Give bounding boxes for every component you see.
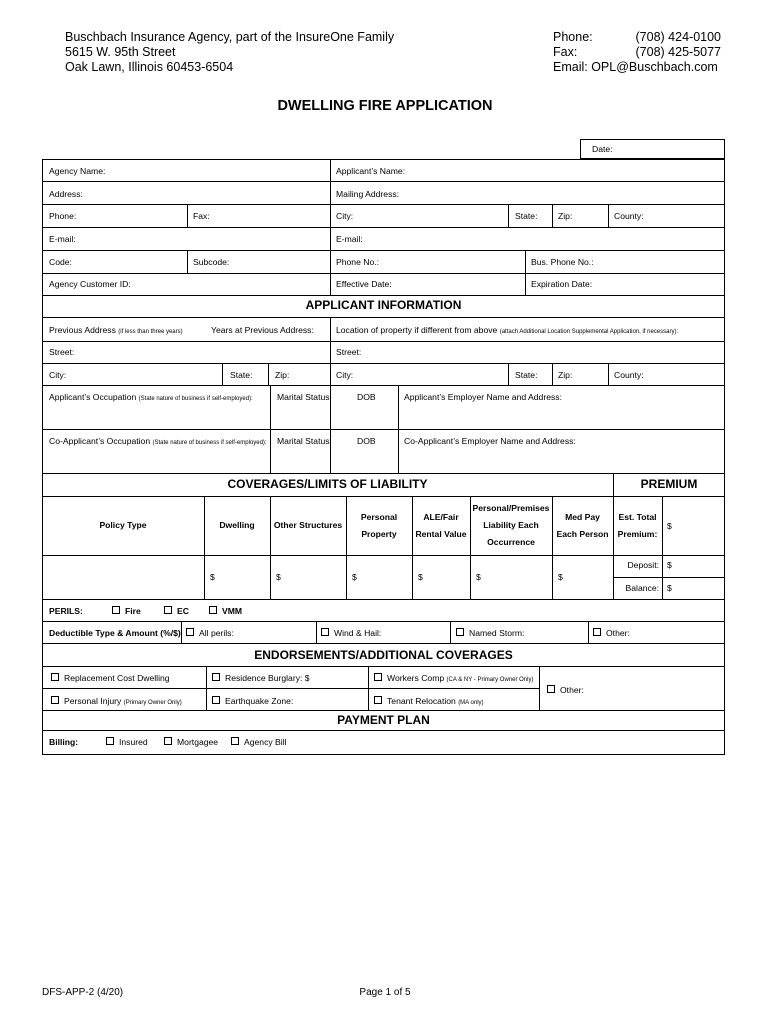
property-city-label: City: xyxy=(336,370,354,380)
checkbox-icon xyxy=(164,606,172,614)
peril-fire: Fire xyxy=(112,606,141,616)
subcode-label: Subcode: xyxy=(193,257,230,267)
checkbox-icon xyxy=(321,628,329,636)
other-structures-dollar: $ xyxy=(276,572,281,582)
premium-heading: PREMIUM xyxy=(640,477,698,491)
earthquake-zone-option: Earthquake Zone: xyxy=(212,696,293,706)
med-pay-header-1: Med Pay xyxy=(565,512,600,522)
mailing-address-label: Mailing Address: xyxy=(336,189,400,199)
property-location-label: Location of property if different from above (attach Additional Location Supplemental Application, if necessary): xyxy=(336,325,679,335)
address-label: Address: xyxy=(49,189,83,199)
email-line: Email: OPL@Buschbach.com xyxy=(553,60,718,74)
phone-label: Phone: xyxy=(553,30,593,44)
co-marital-status-label: Marital Status xyxy=(277,436,330,446)
deposit-dollar: $ xyxy=(667,560,672,570)
peril-ec: EC xyxy=(164,606,189,616)
deductible-all-perils: All perils: xyxy=(186,628,234,638)
peril-vmm: VMM xyxy=(209,606,242,616)
checkbox-icon xyxy=(374,673,382,681)
previous-address-label: Previous Address (if less than three years) xyxy=(49,325,183,335)
billing-mortgagee-option: Mortgagee xyxy=(164,737,218,747)
deposit-label: Deposit: xyxy=(627,560,659,570)
code-label: Code: xyxy=(49,257,72,267)
balance-dollar: $ xyxy=(667,583,672,593)
personal-property-header-2: Property xyxy=(361,529,397,539)
property-street-label: Street: xyxy=(336,347,362,357)
checkbox-icon xyxy=(106,737,114,745)
previous-state-label: State: xyxy=(230,370,253,380)
deductible-wind-hail: Wind & Hail: xyxy=(321,628,381,638)
expiration-date-label: Expiration Date: xyxy=(531,279,593,289)
state-label: State: xyxy=(515,211,538,221)
agency-fax-label: Fax: xyxy=(193,211,210,221)
property-state-label: State: xyxy=(515,370,538,380)
ale-dollar: $ xyxy=(418,572,423,582)
co-employer-label: Co-Applicant’s Employer Name and Address: xyxy=(404,436,576,446)
dwelling-header: Dwelling xyxy=(219,520,255,530)
checkbox-icon xyxy=(51,673,59,681)
checkbox-icon xyxy=(164,737,172,745)
co-occupation-label: Co-Applicant’s Occupation (State nature of business if self-employed): xyxy=(49,436,267,446)
coverages-heading: COVERAGES/LIMITS OF LIABILITY xyxy=(227,477,428,491)
billing-label: Billing: xyxy=(49,737,79,747)
customer-id-label: Agency Customer ID: xyxy=(49,279,131,289)
billing-agency-bill-option: Agency Bill xyxy=(231,737,287,747)
ale-header-2: Rental Value xyxy=(415,529,467,539)
years-previous-label: Years at Previous Address: xyxy=(211,325,314,335)
occupation-label: Applicant’s Occupation (State nature of business if self-employed): xyxy=(49,392,253,402)
personal-property-dollar: $ xyxy=(352,572,357,582)
page-number: Page 1 of 5 xyxy=(359,987,411,998)
checkbox-icon xyxy=(51,696,59,704)
checkbox-icon xyxy=(456,628,464,636)
perils-label: PERILS: xyxy=(49,606,83,616)
other-structures-header: Other Structures xyxy=(273,520,343,530)
checkbox-icon xyxy=(186,628,194,636)
previous-zip-label: Zip: xyxy=(275,370,290,380)
employer-label: Applicant’s Employer Name and Address: xyxy=(404,392,562,402)
fax-value: (708) 425-5077 xyxy=(635,45,721,59)
date-field-box xyxy=(580,139,725,159)
agency-street-line: 5615 W. 95th Street xyxy=(65,45,176,59)
checkbox-icon xyxy=(212,673,220,681)
agency-header xyxy=(65,30,394,75)
applicant-name-label: Applicant’s Name: xyxy=(336,166,406,176)
county-label: County: xyxy=(614,211,644,221)
checkbox-icon xyxy=(231,737,239,745)
med-pay-dollar: $ xyxy=(558,572,563,582)
property-county-label: County: xyxy=(614,370,644,380)
residence-burglary-option: Residence Burglary: $ xyxy=(212,673,310,683)
previous-city-label: City: xyxy=(49,370,67,380)
effective-date-label: Effective Date: xyxy=(336,279,392,289)
personal-injury-option: Personal Injury (Primary Owner Only) xyxy=(51,696,182,706)
checkbox-icon xyxy=(209,606,217,614)
liability-header-3: Occurrence xyxy=(487,537,535,547)
checkbox-icon xyxy=(374,696,382,704)
billing-insured-option: Insured xyxy=(106,737,148,747)
checkbox-icon xyxy=(112,606,120,614)
payment-plan-heading: PAYMENT PLAN xyxy=(337,713,430,727)
agency-city-line: Oak Lawn, Illinois 60453-6504 xyxy=(65,60,234,74)
zip-label: Zip: xyxy=(558,211,573,221)
previous-street-label: Street: xyxy=(49,347,75,357)
dwelling-dollar: $ xyxy=(210,572,215,582)
form-title: DWELLING FIRE APPLICATION xyxy=(277,98,493,114)
date-label: Date: xyxy=(592,144,613,154)
co-dob-label: DOB xyxy=(357,436,376,446)
balance-label: Balance: xyxy=(625,583,659,593)
med-pay-header-2: Each Person xyxy=(556,529,609,539)
applicant-email-label: E-mail: xyxy=(336,234,363,244)
contact-header xyxy=(553,30,721,75)
applicant-info-heading: APPLICANT INFORMATION xyxy=(305,298,462,312)
deductible-label: Deductible Type & Amount (%/$) xyxy=(49,628,181,638)
marital-status-label: Marital Status xyxy=(277,392,330,402)
phone-no-label: Phone No.: xyxy=(336,257,379,267)
dob-label: DOB xyxy=(357,392,376,402)
agency-email-label: E-mail: xyxy=(49,234,76,244)
agency-name-line: Buschbach Insurance Agency, part of the InsureOne Family xyxy=(65,30,395,44)
checkbox-icon xyxy=(212,696,220,704)
liability-header-2: Liability Each xyxy=(483,520,539,530)
endorsements-heading: ENDORSEMENTS/ADDITIONAL COVERAGES xyxy=(254,648,513,662)
policy-type-header: Policy Type xyxy=(99,520,147,530)
city-label: City: xyxy=(336,211,354,221)
liability-header-1: Personal/Premises xyxy=(472,503,550,513)
checkbox-icon xyxy=(547,685,555,693)
checkbox-icon xyxy=(593,628,601,636)
est-total-header-2: Premium: xyxy=(617,529,658,539)
deductible-named-storm: Named Storm: xyxy=(456,628,524,638)
agency-phone-label: Phone: xyxy=(49,211,77,221)
personal-property-header-1: Personal xyxy=(360,512,398,522)
phone-value: (708) 424-0100 xyxy=(635,30,721,44)
replacement-cost-option: Replacement Cost Dwelling xyxy=(51,673,170,683)
est-total-dollar: $ xyxy=(667,521,672,531)
bus-phone-label: Bus. Phone No.: xyxy=(531,257,594,267)
ale-header-1: ALE/Fair xyxy=(423,512,459,522)
est-total-header-1: Est. Total xyxy=(618,512,657,522)
fax-label: Fax: xyxy=(553,45,578,59)
property-zip-label: Zip: xyxy=(558,370,573,380)
workers-comp-option: Workers Comp (CA & NY - Primary Owner Only) xyxy=(374,673,533,683)
deductible-other: Other: xyxy=(593,628,630,638)
liability-dollar: $ xyxy=(476,572,481,582)
endorsement-other-option: Other: xyxy=(547,685,584,695)
tenant-relocation-option: Tenant Relocation (MA only) xyxy=(374,696,484,706)
agency-name-label: Agency Name: xyxy=(49,166,106,176)
form-id: DFS-APP-2 (4/20) xyxy=(42,987,124,998)
